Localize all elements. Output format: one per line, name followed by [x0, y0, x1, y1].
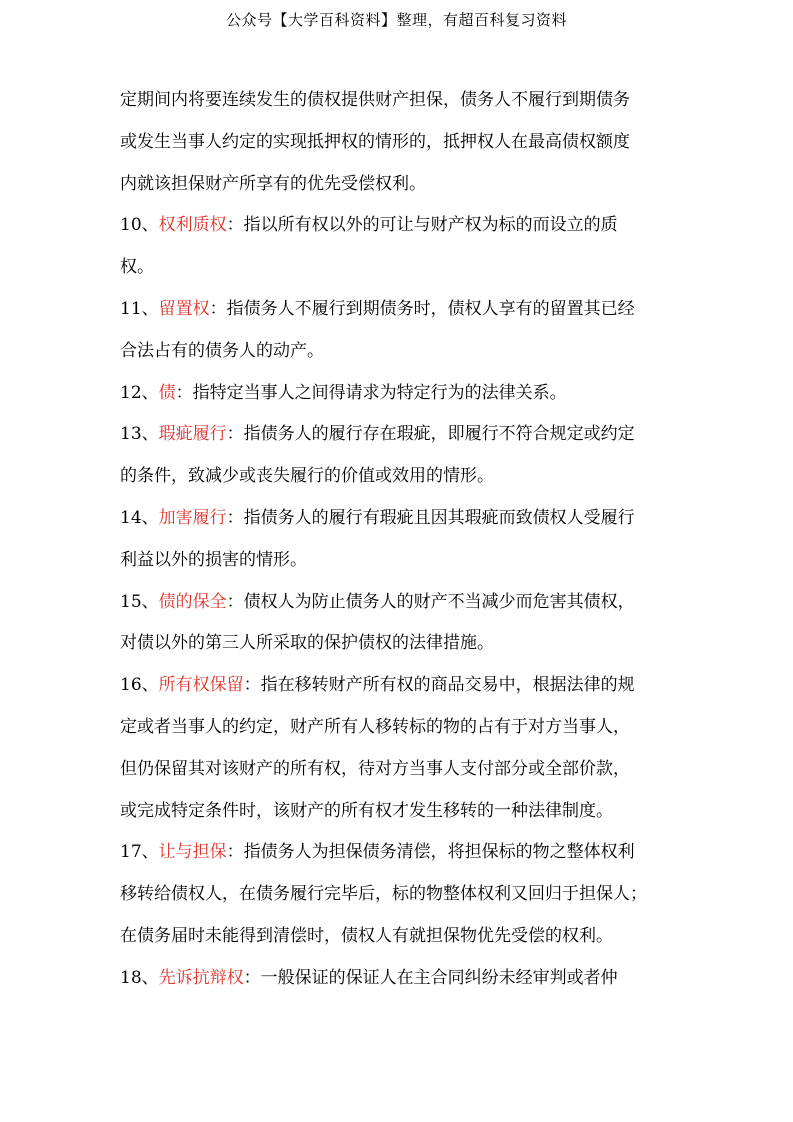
entry-13 — [120, 414, 680, 456]
entry-11 — [120, 289, 680, 331]
entry-10 — [120, 205, 680, 247]
entry-number: 14、 — [120, 507, 159, 528]
entry-14 — [120, 498, 680, 540]
entry-17-continuation: 移转给债权人，在债务履行完毕后，标的物整体权利又回归于担保人； — [120, 884, 647, 905]
entry-15 — [120, 582, 680, 624]
entry-number: 13、 — [120, 424, 159, 445]
entry-text: ：指在移转财产所有权的商品交易中，根据法律的规 — [243, 675, 635, 696]
entry-term: 先诉抗辩权 — [158, 967, 244, 988]
entry-12 — [120, 373, 680, 415]
entry-term: 瑕疵履行 — [158, 424, 227, 445]
entry-term: 债的保全 — [158, 591, 227, 612]
entry-18 — [120, 958, 680, 1000]
text-line: 或发生当事人约定的实现抵押权的情形的，抵押权人在最高债权额度 — [120, 131, 630, 152]
entry-16 — [120, 665, 680, 707]
entry-term: 权利质权 — [158, 215, 227, 236]
entry-number: 18、 — [120, 967, 159, 988]
entry-text: ：一般保证的保证人在主合同纠纷未经审判或者仲 — [243, 967, 618, 988]
entry-text: ：指债务人不履行到期债务时，债权人享有的留置其已经 — [209, 298, 635, 319]
entry-text: ：指以所有权以外的可让与财产权为标的而设立的质 — [226, 215, 618, 236]
entry-number: 16、 — [120, 675, 159, 696]
entry-text: ：债权人为防止债务人的财产不当减少而危害其债权， — [226, 591, 635, 612]
entry-term: 让与担保 — [158, 842, 227, 863]
entry-10-continuation: 权。 — [120, 257, 154, 278]
entry-term: 所有权保留 — [158, 675, 244, 696]
entry-term: 债 — [158, 382, 176, 403]
entry-17-continuation: 在债务届时未能得到清偿时，债权人有就担保物优先受偿的权利。 — [120, 925, 613, 946]
entry-term: 留置权 — [158, 298, 210, 319]
entry-number: 12、 — [120, 382, 159, 403]
entry-14-continuation: 利益以外的损害的情形。 — [120, 549, 307, 570]
entry-15-continuation: 对债以外的第三人所采取的保护债权的法律措施。 — [120, 633, 494, 654]
entry-number: 11、 — [120, 298, 159, 319]
document-body — [120, 80, 680, 1000]
entry-text: ：指债务人的履行有瑕疵且因其瑕疵而致债权人受履行 — [226, 507, 635, 528]
entry-number: 10、 — [120, 215, 159, 236]
entry-term: 加害履行 — [158, 507, 227, 528]
text-line: 内就该担保财产所享有的优先受偿权利。 — [120, 173, 426, 194]
entry-11-continuation: 合法占有的债务人的动产。 — [120, 340, 324, 361]
text-line: 定期间内将要连续发生的债权提供财产担保，债务人不履行到期债务 — [120, 90, 630, 110]
entry-16-continuation: 或完成特定条件时，该财产的所有权才发生移转的一种法律制度。 — [120, 800, 613, 821]
entry-16-continuation: 定或者当事人的约定，财产所有人移转标的物的占有于对方当事人， — [120, 716, 630, 737]
entry-16-continuation: 但仍保留其对该财产的所有权，待对方当事人支付部分或全部价款， — [120, 758, 630, 779]
entry-text: ：指特定当事人之间得请求为特定行为的法律关系。 — [175, 382, 567, 403]
entry-13-continuation: 的条件，致减少或丧失履行的价值或效用的情形。 — [120, 466, 494, 487]
entry-text: ：指债务人为担保债务清偿，将担保标的物之整体权利 — [226, 842, 635, 863]
entry-17 — [120, 832, 680, 874]
page-header: 公众号【大学百科资料】整理，有超百科复习资料 — [225, 11, 567, 29]
entry-number: 15、 — [120, 591, 159, 612]
entry-number: 17、 — [120, 842, 159, 863]
entry-text: ：指债务人的履行存在瑕疵，即履行不符合规定或约定 — [226, 424, 635, 445]
